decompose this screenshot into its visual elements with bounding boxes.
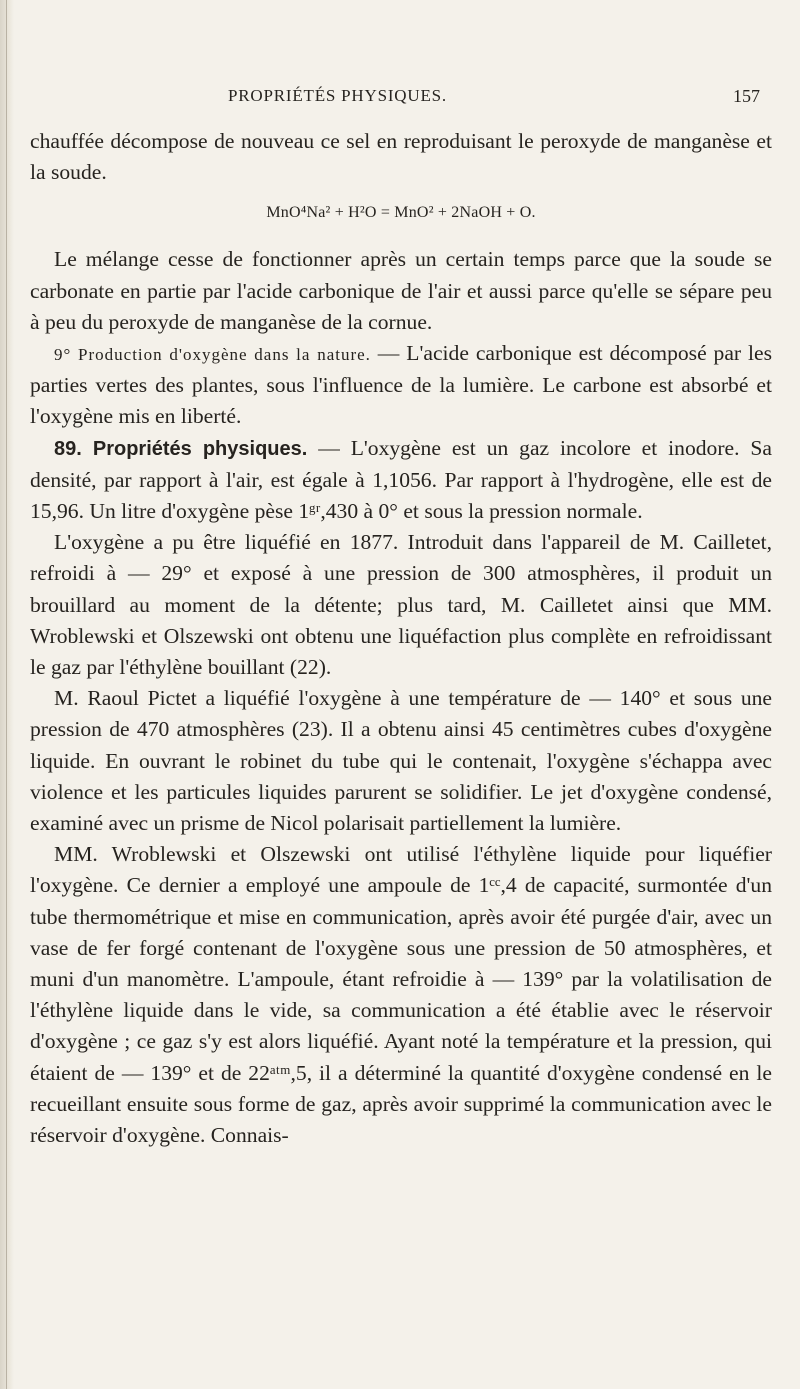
- page-body: [30, 126, 772, 1151]
- page-binding-edge: [6, 0, 7, 1389]
- subsection-text: — L'acide carbonique est décomposé par les parties vertes des plantes, sous l'influence de la lumière. Le carbone est absorbé et l'oxygène mis en liberté.: [30, 341, 772, 429]
- page-header: [228, 86, 760, 110]
- section-text: — L'oxygène est un gaz incolore et inodore. Sa densité, par rapport à l'air, est égale à 1,1056. Par rapport à l'hydrogène, elle est de 15,96. Un litre d'oxygène pèse 1ᵍʳ,430 à 0° et sous la pression normale.: [30, 435, 772, 524]
- page-binding-shadow: [0, 0, 14, 1389]
- subsection-label: 9° Production d'oxygène dans la nature.: [54, 345, 371, 365]
- paragraph-pictet: M. Raoul Pictet a liquéfié l'oxygène à une température de — 140° et sous une pression de 470 atmosphères (23). Il a obtenu ainsi 45 centimètres cubes d'oxygène liquide. En ouvrant le robinet du tube qui le contenait, l'oxygène s'échappa avec violence et les particules liquides parurent se solidifier. Le jet d'oxygène condensé, examiné avec un prisme de Nicol polarisait partiellement la lumière.: [30, 686, 772, 836]
- paragraph-continuation: chauffée décompose de nouveau ce sel en reproduisant le peroxyde de manganèse et la soude.: [30, 129, 772, 185]
- page-number: 157: [733, 86, 760, 106]
- section-number: 89.: [54, 437, 82, 460]
- paragraph-mixture: Le mélange cesse de fonctionner après un certain temps parce que la soude se carbonate en partie par l'acide carbonique de l'air et aussi parce qu'elle se sépare peu à peu du peroxyde de manganèse de la cornue.: [30, 247, 772, 334]
- running-title: PROPRIÉTÉS PHYSIQUES.: [228, 86, 447, 105]
- section-physical-properties: [30, 433, 772, 528]
- paragraph-liquefaction: L'oxygène a pu être liquéfié en 1877. Introduit dans l'appareil de M. Cailletet, refroidi à — 29° et exposé à une pression de 300 atmosphères, il produit un brouillard au moment de la détente; plus tard, M. Cailletet ainsi que MM. Wroblewski et Olszewski ont obtenu une liquéfaction plus complète en refroidissant le gaz par l'éthylène bouillant (22).: [30, 530, 772, 680]
- paragraph-nature-production: [30, 338, 772, 433]
- chemical-equation: MnO⁴Na² + H²O = MnO² + 2NaOH + O.: [266, 204, 536, 222]
- section-title: Propriétés physiques.: [81, 437, 308, 460]
- paragraph-wroblewski: MM. Wroblewski et Olszewski ont utilisé l'éthylène liquide pour liquéfier l'oxygène. Ce dernier a employé une ampoule de 1ᶜᶜ,4 de capacité, surmontée d'un tube thermométrique et mise en communication, après avoir été purgée d'air, avec un vase de fer forgé contenant de l'oxygène sous une pression de 50 atmosphères, et muni d'un manomètre. L'ampoule, étant refroidie à — 139° par la volatilisation de l'éthylène liquide dans le vide, sa communication a été établie avec le réservoir d'oxygène ; ce gaz s'y est alors liquéfié. Ayant noté la température et la pression, qui étaient de — 139° et de 22ᵃᵗᵐ,5, il a déterminé la quantité d'oxygène condensé en le recueillant ensuite sous forme de gaz, après avoir supprimé la communication avec le réservoir d'oxygène. Connais-: [30, 842, 772, 1148]
